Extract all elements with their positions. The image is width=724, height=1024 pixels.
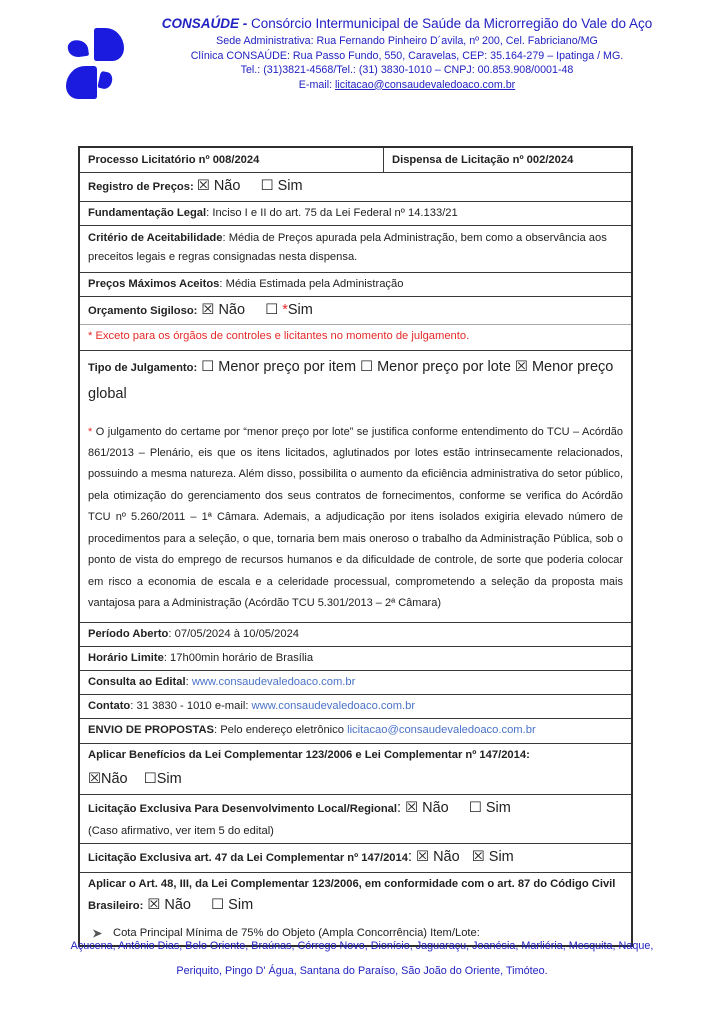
contato-label: Contato — [88, 700, 131, 713]
org-email-link[interactable]: licitacao@consaudevaledoaco.com.br — [335, 78, 516, 91]
beneficios-label: Aplicar Benefícios da Lei Complementar 123/2006 e Lei Complementar nº 147/2014 — [88, 748, 527, 761]
email-label: E-mail: — [298, 78, 336, 91]
orcamento-asterisk: * — [282, 302, 288, 319]
row-licitacao-exclusiva-regional — [80, 794, 631, 844]
envio-label: ENVIO DE PROPOSTAS — [88, 724, 214, 737]
criterio-label: Critério de Aceitabilidade — [88, 231, 223, 244]
art48-label: Aplicar o Art. 48, III, da Lei Complementar 123/2006, em conformidade com o art. 87 do Código Civil Brasileiro: — [88, 877, 616, 912]
exclusiva-note: (Caso afirmativo, ver item 5 do edital) — [88, 825, 274, 838]
tipo-justification-paragraph: * O julgamento do certame por “menor preço por lote” se justifica conforme entendimento do TCU – Acórdão 861/2013 – Plenário, eis que os itens licitados, aglutinados por lotes estão intrinsecamente relacionados, possuindo a mesma natureza. Além disso, possibilita o aumento da eficiência administrativa do setor público, pela otimização do gerenciamento dos seus contratos de fornecimentos, conforme se verifica do Acórdão TCU nº 5.260/2011 – 1ª Câmara. Ademais, a adjudicação por itens isolados exigiria elevado número de procedimentos para a seleção, o que, tornaria bem mais oneroso o trabalho da Administração Pública, sob o ponto de vista do emprego de recursos humanos e da dificuldade de controle, de sorte que poderia colocar em risco a economia de escala e a celeridade processual, comprometendo a seleção da proposta mais vantajosa para a Administração (Acórdão TCU 5.301/2013 – 2ª Câmara) — [88, 425, 623, 610]
art47-label: Licitação Exclusiva art. 47 da Lei Complementar nº 147/2014 — [88, 852, 408, 865]
art48-checkboxes: ☒ Não ☐ Sim — [143, 896, 254, 913]
org-email-line — [122, 78, 692, 93]
footer-line-1: Açucena, Antônio Dias, Belo Oriente, Braúnas, Córrego Novo, Dionísio, Jaguaraçu, Joanésia, Marliéria, Mesquita, Naque, — [70, 940, 654, 952]
art47-checkboxes: : ☒ Não ☒ Sim — [407, 849, 514, 866]
dispensa-number: Dispensa de Licitação nº 002/2024 — [392, 154, 574, 166]
registro-label: Registro de Preços — [88, 181, 190, 194]
fundamentacao-text: : Inciso I e II do art. 75 da Lei Federal nº 14.133/21 — [206, 206, 458, 219]
row-envio-propostas — [80, 718, 631, 742]
periodo-text: : 07/05/2024 à 10/05/2024 — [168, 627, 300, 640]
org-title — [122, 16, 692, 31]
consaude-logo-icon — [66, 28, 126, 108]
periodo-label: Período Aberto — [88, 627, 169, 640]
consulta-label: Consulta ao Edital — [88, 676, 186, 688]
paragraph-asterisk: * — [88, 425, 93, 438]
org-name: CONSAÚDE - — [161, 16, 248, 31]
row-contato — [80, 694, 631, 718]
row-orcamento-sigiloso — [80, 296, 631, 324]
horario-label: Horário Limite — [88, 651, 164, 664]
org-address-administrative: Sede Administrativa: Rua Fernando Pinheiro D´avila, nº 200, Cel. Fabriciano/MG — [216, 35, 598, 47]
row-precos-maximos — [80, 272, 631, 296]
row-aplicar-beneficios: Aplicar Benefícios da Lei Complementar 123/2006 e Lei Complementar nº 147/2014: ☒Não ☐Sim — [80, 743, 631, 794]
row-orcamento-note: * Exceto para os órgãos de controles e licitantes no momento de julgamento. — [80, 324, 631, 350]
municipalities-footer — [0, 934, 724, 984]
row-periodo-aberto — [80, 622, 631, 646]
orcamento-sim: Sim — [287, 302, 313, 319]
envio-text: : Pelo endereço eletrônico — [213, 724, 348, 737]
orcamento-checkboxes: ☒ Não ☐ — [197, 302, 283, 319]
precos-text: : Média Estimada pela Administração — [219, 277, 404, 290]
envio-propostas-link[interactable]: licitacao@consaudevaledoaco.com.br — [347, 724, 536, 737]
row-criterio — [80, 225, 631, 272]
beneficios-checkboxes: ☒Não ☐Sim — [88, 770, 182, 787]
org-phone-cnpj: Tel.: (31)3821-4568/Tel.: (31) 3830-1010 – CNPJ: 00.853.908/0001-48 — [240, 64, 574, 77]
tipo-label: Tipo de Julgamento: — [88, 362, 198, 375]
footer-line-2: Periquito, Pingo D' Água, Santana do Paraíso, São João do Oriente, Timóteo. — [176, 964, 548, 977]
exclusiva-label: Licitação Exclusiva Para Desenvolvimento Local/Regional — [88, 802, 398, 815]
row-processo-dispensa — [80, 148, 631, 172]
horario-text: : 17h00min horário de Brasília — [163, 651, 314, 664]
contato-text: : 31 3830 - 1010 e-mail: — [130, 700, 252, 713]
row-fundamentacao — [80, 201, 631, 225]
org-description: Consórcio Intermunicipal de Saúde da Microrregião do Vale do Aço — [247, 16, 653, 31]
row-registro-precos: Registro de Preços: ☒ Não ☐ Sim — [80, 172, 631, 200]
processo-number: Processo Licitatório nº 008/2024 — [80, 148, 384, 172]
org-address-clinic: Clínica CONSAÚDE: Rua Passo Fundo, 550, Caravelas, CEP: 35.164-279 – Ipatinga / MG. — [190, 49, 624, 62]
registro-checkboxes: ☒ Não ☐ Sim — [196, 178, 303, 195]
row-tipo-julgamento — [80, 350, 631, 621]
exclusiva-checkboxes: : ☒ Não ☐ Sim — [397, 799, 511, 816]
contato-link[interactable]: www.consaudevaledoaco.com.br — [251, 700, 416, 713]
cota-text: Cota Principal Mínima de 75% do Objeto (Ampla Concorrência) Item/Lote: — [113, 926, 480, 939]
row-horario-limite — [80, 646, 631, 670]
orcamento-label: Orçamento Sigiloso: — [88, 305, 198, 318]
fundamentacao-label: Fundamentação Legal — [88, 206, 207, 219]
tipo-checkboxes: ☐ Menor preço por item ☐ Menor preço por lote ☒ Menor preço global — [88, 359, 614, 402]
precos-label: Preços Máximos Aceitos — [88, 277, 220, 290]
row-consulta-edital: Consulta ao Edital: www.consaudevaledoaco.com.br — [80, 670, 631, 694]
row-licitacao-exclusiva-art47 — [80, 843, 631, 871]
consulta-edital-link[interactable]: www.consaudevaledoaco.com.br — [191, 676, 356, 688]
process-table — [78, 146, 633, 947]
criterio-text: : Média de Preços apurada pela Administração, bem como a observância aos preceitos legais e regras consignadas nesta dispensa. — [88, 231, 607, 264]
